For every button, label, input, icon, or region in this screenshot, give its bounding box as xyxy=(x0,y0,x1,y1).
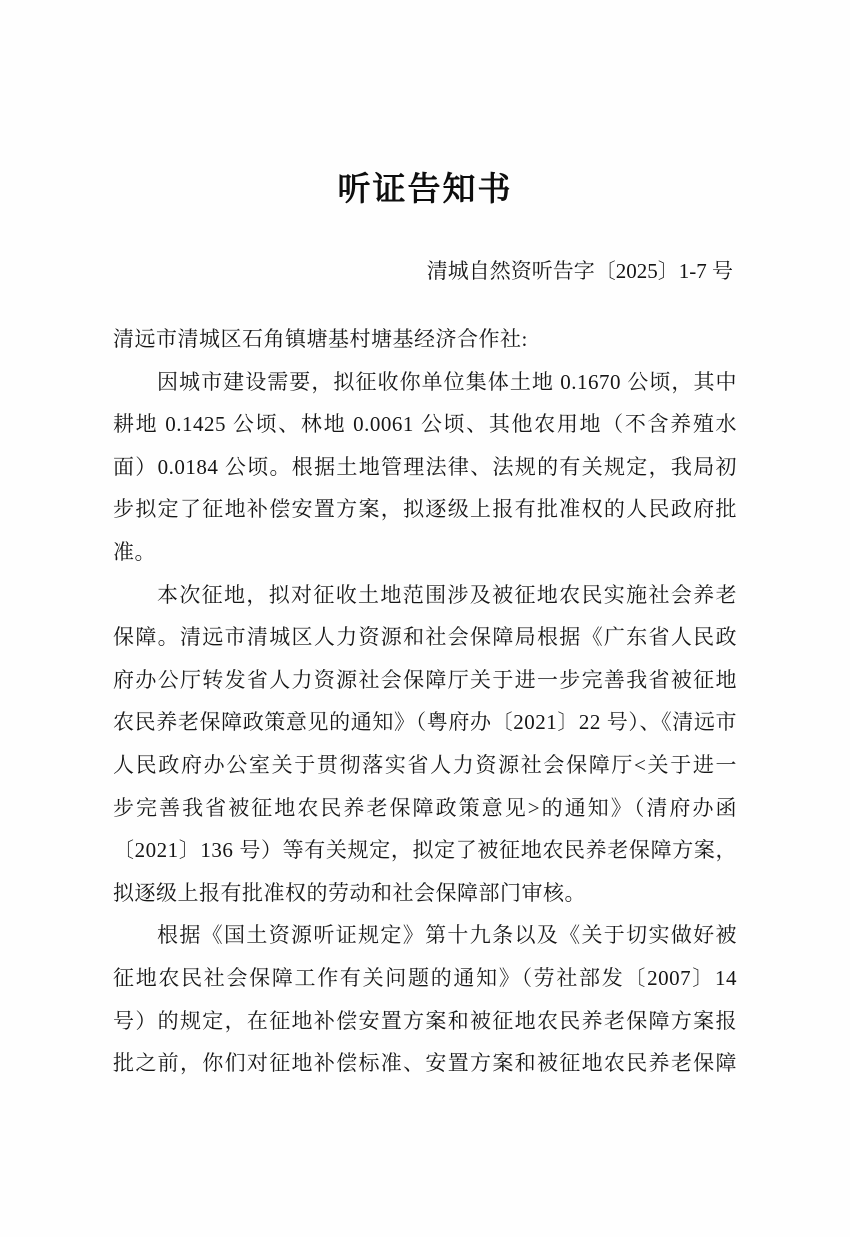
body-line: 保障。清远市清城区人力资源和社会保障局根据《广东省人民政 xyxy=(113,625,737,650)
body-line: 耕地 0.1425 公顷、林地 0.0061 公顷、其他农用地（不含养殖水 xyxy=(113,412,737,437)
body-line: 因城市建设需要，拟征收你单位集体土地 0.1670 公顷，其中 xyxy=(157,369,737,394)
body-line: 步拟定了征地补偿安置方案，拟逐级上报有批准权的人民政府批 xyxy=(113,497,737,522)
body-line: 号）的规定，在征地补偿安置方案和被征地农民养老保障方案报 xyxy=(113,1008,737,1033)
body-line: 征地农民社会保障工作有关问题的通知》（劳社部发〔2007〕14 xyxy=(113,965,737,990)
addressee-line: 清远市清城区石角镇塘基村塘基经济合作社: xyxy=(113,327,528,351)
document-title: 听证告知书 xyxy=(337,170,513,207)
body-line: 批之前，你们对征地补偿标准、安置方案和被征地农民养老保障 xyxy=(113,1051,737,1076)
body-line: 拟逐级上报有批准权的劳动和社会保障部门审核。 xyxy=(113,880,586,905)
body-line: 根据《国土资源听证规定》第十九条以及《关于切实做好被 xyxy=(157,923,737,948)
body-line: 本次征地，拟对征收土地范围涉及被征地农民实施社会养老 xyxy=(157,582,737,607)
body-line: 农民养老保障政策意见的通知》（粤府办〔2021〕22 号）、《清远市 xyxy=(113,710,737,735)
body-line: 府办公厅转发省人力资源社会保障厅关于进一步完善我省被征地 xyxy=(113,667,737,692)
body-line: 准。 xyxy=(113,539,156,564)
document-body xyxy=(113,318,737,1085)
body-line: 面）0.0184 公顷。根据土地管理法律、法规的有关规定，我局初 xyxy=(113,454,737,479)
body-line: 步完善我省被征地农民养老保障政策意见>的通知》（清府办函 xyxy=(113,795,737,820)
document-number: 清城自然资听告字〔2025〕1-7 号 xyxy=(426,259,733,283)
body-line: 人民政府办公室关于贯彻落实省人力资源社会保障厅<关于进一 xyxy=(113,752,737,777)
body-line: 〔2021〕136 号）等有关规定，拟定了被征地农民养老保障方案， xyxy=(113,838,737,863)
